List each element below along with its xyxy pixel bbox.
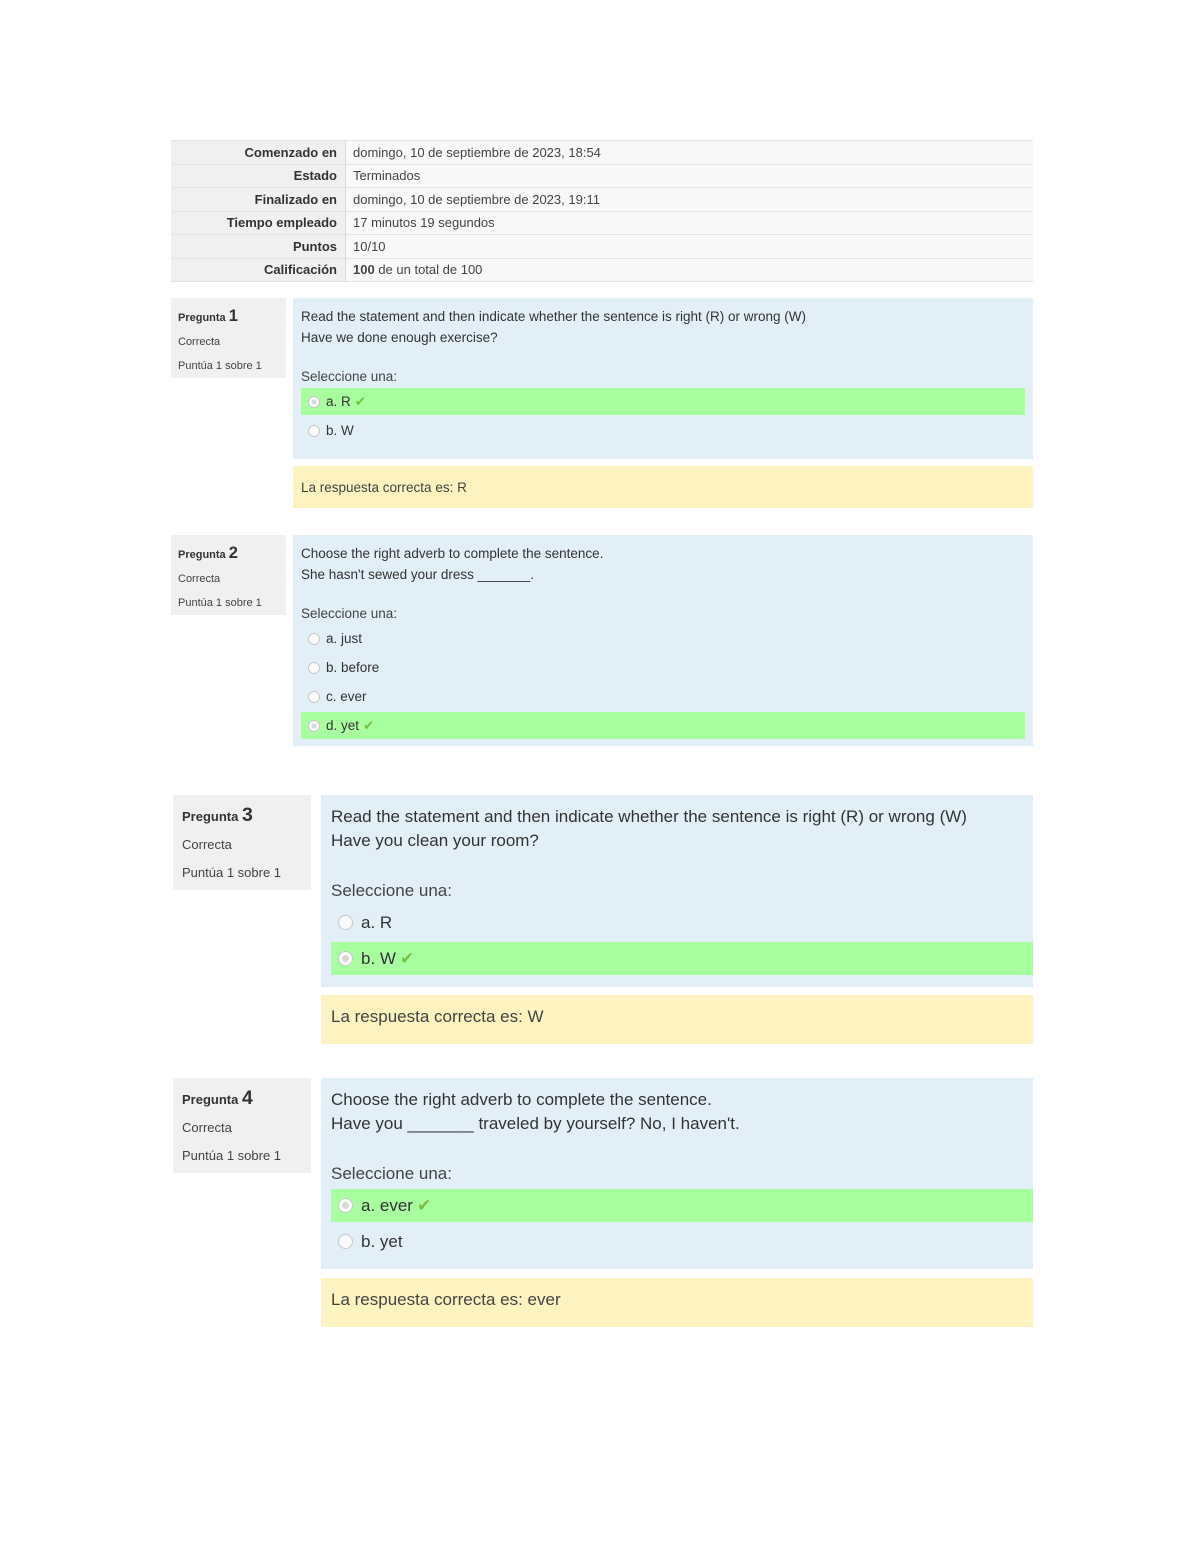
option-label: b. before xyxy=(326,660,380,675)
question-content xyxy=(321,795,1033,987)
summary-row xyxy=(171,164,1033,188)
question-grade: Puntúa 1 sobre 1 xyxy=(182,1148,282,1163)
radio-button[interactable] xyxy=(308,425,320,437)
option-label: d. yet xyxy=(326,718,360,733)
option-label: b. W xyxy=(326,423,354,438)
summary-row xyxy=(171,235,1033,259)
summary-value: domingo, 10 de septiembre de 2023, 18:54 xyxy=(346,141,1034,165)
question-state: Correcta xyxy=(178,336,221,348)
question-number: Pregunta 1 xyxy=(178,307,238,325)
question-text-line2: Have you _______ traveled by yourself? No, I haven't. xyxy=(331,1114,740,1133)
question-number: Pregunta 2 xyxy=(178,544,238,562)
summary-row xyxy=(171,188,1033,212)
question-content xyxy=(321,1078,1033,1269)
answer-option-b[interactable] xyxy=(301,417,1025,444)
question-text-line1: Read the statement and then indicate whether the sentence is right (R) or wrong (W) xyxy=(301,309,807,324)
radio-button[interactable] xyxy=(308,691,320,703)
question-info xyxy=(171,535,286,615)
question-content xyxy=(293,298,1033,459)
grade-value: 100 xyxy=(353,262,375,278)
question-text-line1: Choose the right adverb to complete the sentence. xyxy=(331,1090,712,1109)
question-text-line2: Have you clean your room? xyxy=(331,831,539,850)
question-text-line1: Read the statement and then indicate whether the sentence is right (R) or wrong (W) xyxy=(331,807,967,826)
summary-key: Puntos xyxy=(171,235,346,259)
question-grade: Puntúa 1 sobre 1 xyxy=(178,597,262,609)
question-state: Correcta xyxy=(182,1120,232,1135)
answer-option-a[interactable] xyxy=(331,1189,1033,1222)
summary-value: domingo, 10 de septiembre de 2023, 19:11 xyxy=(346,188,1034,212)
answer-prompt: Seleccione una: xyxy=(301,369,398,384)
checkmark-icon: ✔ xyxy=(416,1195,432,1215)
question-number: Pregunta 3 xyxy=(182,804,253,826)
question-text-line2: Have we done enough exercise? xyxy=(301,330,498,345)
answer-option-d[interactable] xyxy=(301,712,1025,739)
summary-value: 10/10 xyxy=(346,235,1034,259)
answer-prompt: Seleccione una: xyxy=(301,606,398,621)
question-number: Pregunta 4 xyxy=(182,1087,253,1109)
summary-value: 17 minutos 19 segundos xyxy=(346,211,1034,235)
summary-row xyxy=(171,211,1033,235)
question-state: Correcta xyxy=(182,837,232,852)
question-content xyxy=(293,535,1033,746)
option-label: b. yet xyxy=(361,1231,403,1251)
summary-key: Calificación xyxy=(171,258,346,282)
answer-option-a[interactable] xyxy=(301,388,1025,415)
question-grade: Puntúa 1 sobre 1 xyxy=(178,360,262,372)
summary-key: Comenzado en xyxy=(171,141,346,165)
answer-option-b[interactable] xyxy=(301,654,1025,681)
summary-key: Finalizado en xyxy=(171,188,346,212)
correct-answer-feedback: La respuesta correcta es: R xyxy=(293,466,1033,508)
answer-option-c[interactable] xyxy=(301,683,1025,710)
summary-key: Estado xyxy=(171,164,346,188)
question-info xyxy=(173,795,311,890)
answer-option-a[interactable] xyxy=(331,906,1033,939)
answer-option-b[interactable] xyxy=(331,942,1033,975)
option-label: a. just xyxy=(326,631,363,646)
radio-button[interactable] xyxy=(308,720,320,732)
question-info xyxy=(171,298,286,378)
answer-prompt: Seleccione una: xyxy=(331,881,452,900)
radio-button[interactable] xyxy=(308,662,320,674)
summary-value: Terminados xyxy=(346,164,1034,188)
answer-prompt: Seleccione una: xyxy=(331,1164,452,1183)
answer-option-b[interactable] xyxy=(331,1225,1033,1258)
correct-answer-feedback: La respuesta correcta es: W xyxy=(321,995,1033,1044)
summary-value xyxy=(346,258,1034,282)
correct-answer-feedback: La respuesta correcta es: ever xyxy=(321,1278,1033,1327)
grade-total: de un total de 100 xyxy=(374,262,483,278)
checkmark-icon: ✔ xyxy=(354,393,367,409)
radio-button[interactable] xyxy=(338,1198,353,1213)
radio-button[interactable] xyxy=(338,915,353,930)
summary-row xyxy=(171,258,1033,282)
radio-button[interactable] xyxy=(338,951,353,966)
option-label: b. W xyxy=(361,948,396,968)
radio-button[interactable] xyxy=(308,633,320,645)
answer-option-a[interactable] xyxy=(301,625,1025,652)
checkmark-icon: ✔ xyxy=(399,948,415,968)
option-label: c. ever xyxy=(326,689,367,704)
question-text-line2: She hasn't sewed your dress _______. xyxy=(301,567,534,582)
question-text-line1: Choose the right adverb to complete the sentence. xyxy=(301,546,604,561)
radio-button[interactable] xyxy=(308,396,320,408)
option-label: a. ever xyxy=(361,1195,413,1215)
option-label: a. R xyxy=(326,394,351,409)
question-state: Correcta xyxy=(178,573,221,585)
question-info xyxy=(173,1078,311,1173)
radio-button[interactable] xyxy=(338,1234,353,1249)
summary-key: Tiempo empleado xyxy=(171,211,346,235)
attempt-summary-table xyxy=(171,140,1033,282)
checkmark-icon: ✔ xyxy=(363,717,375,733)
question-grade: Puntúa 1 sobre 1 xyxy=(182,865,282,880)
option-label: a. R xyxy=(361,912,393,932)
summary-row xyxy=(171,141,1033,165)
